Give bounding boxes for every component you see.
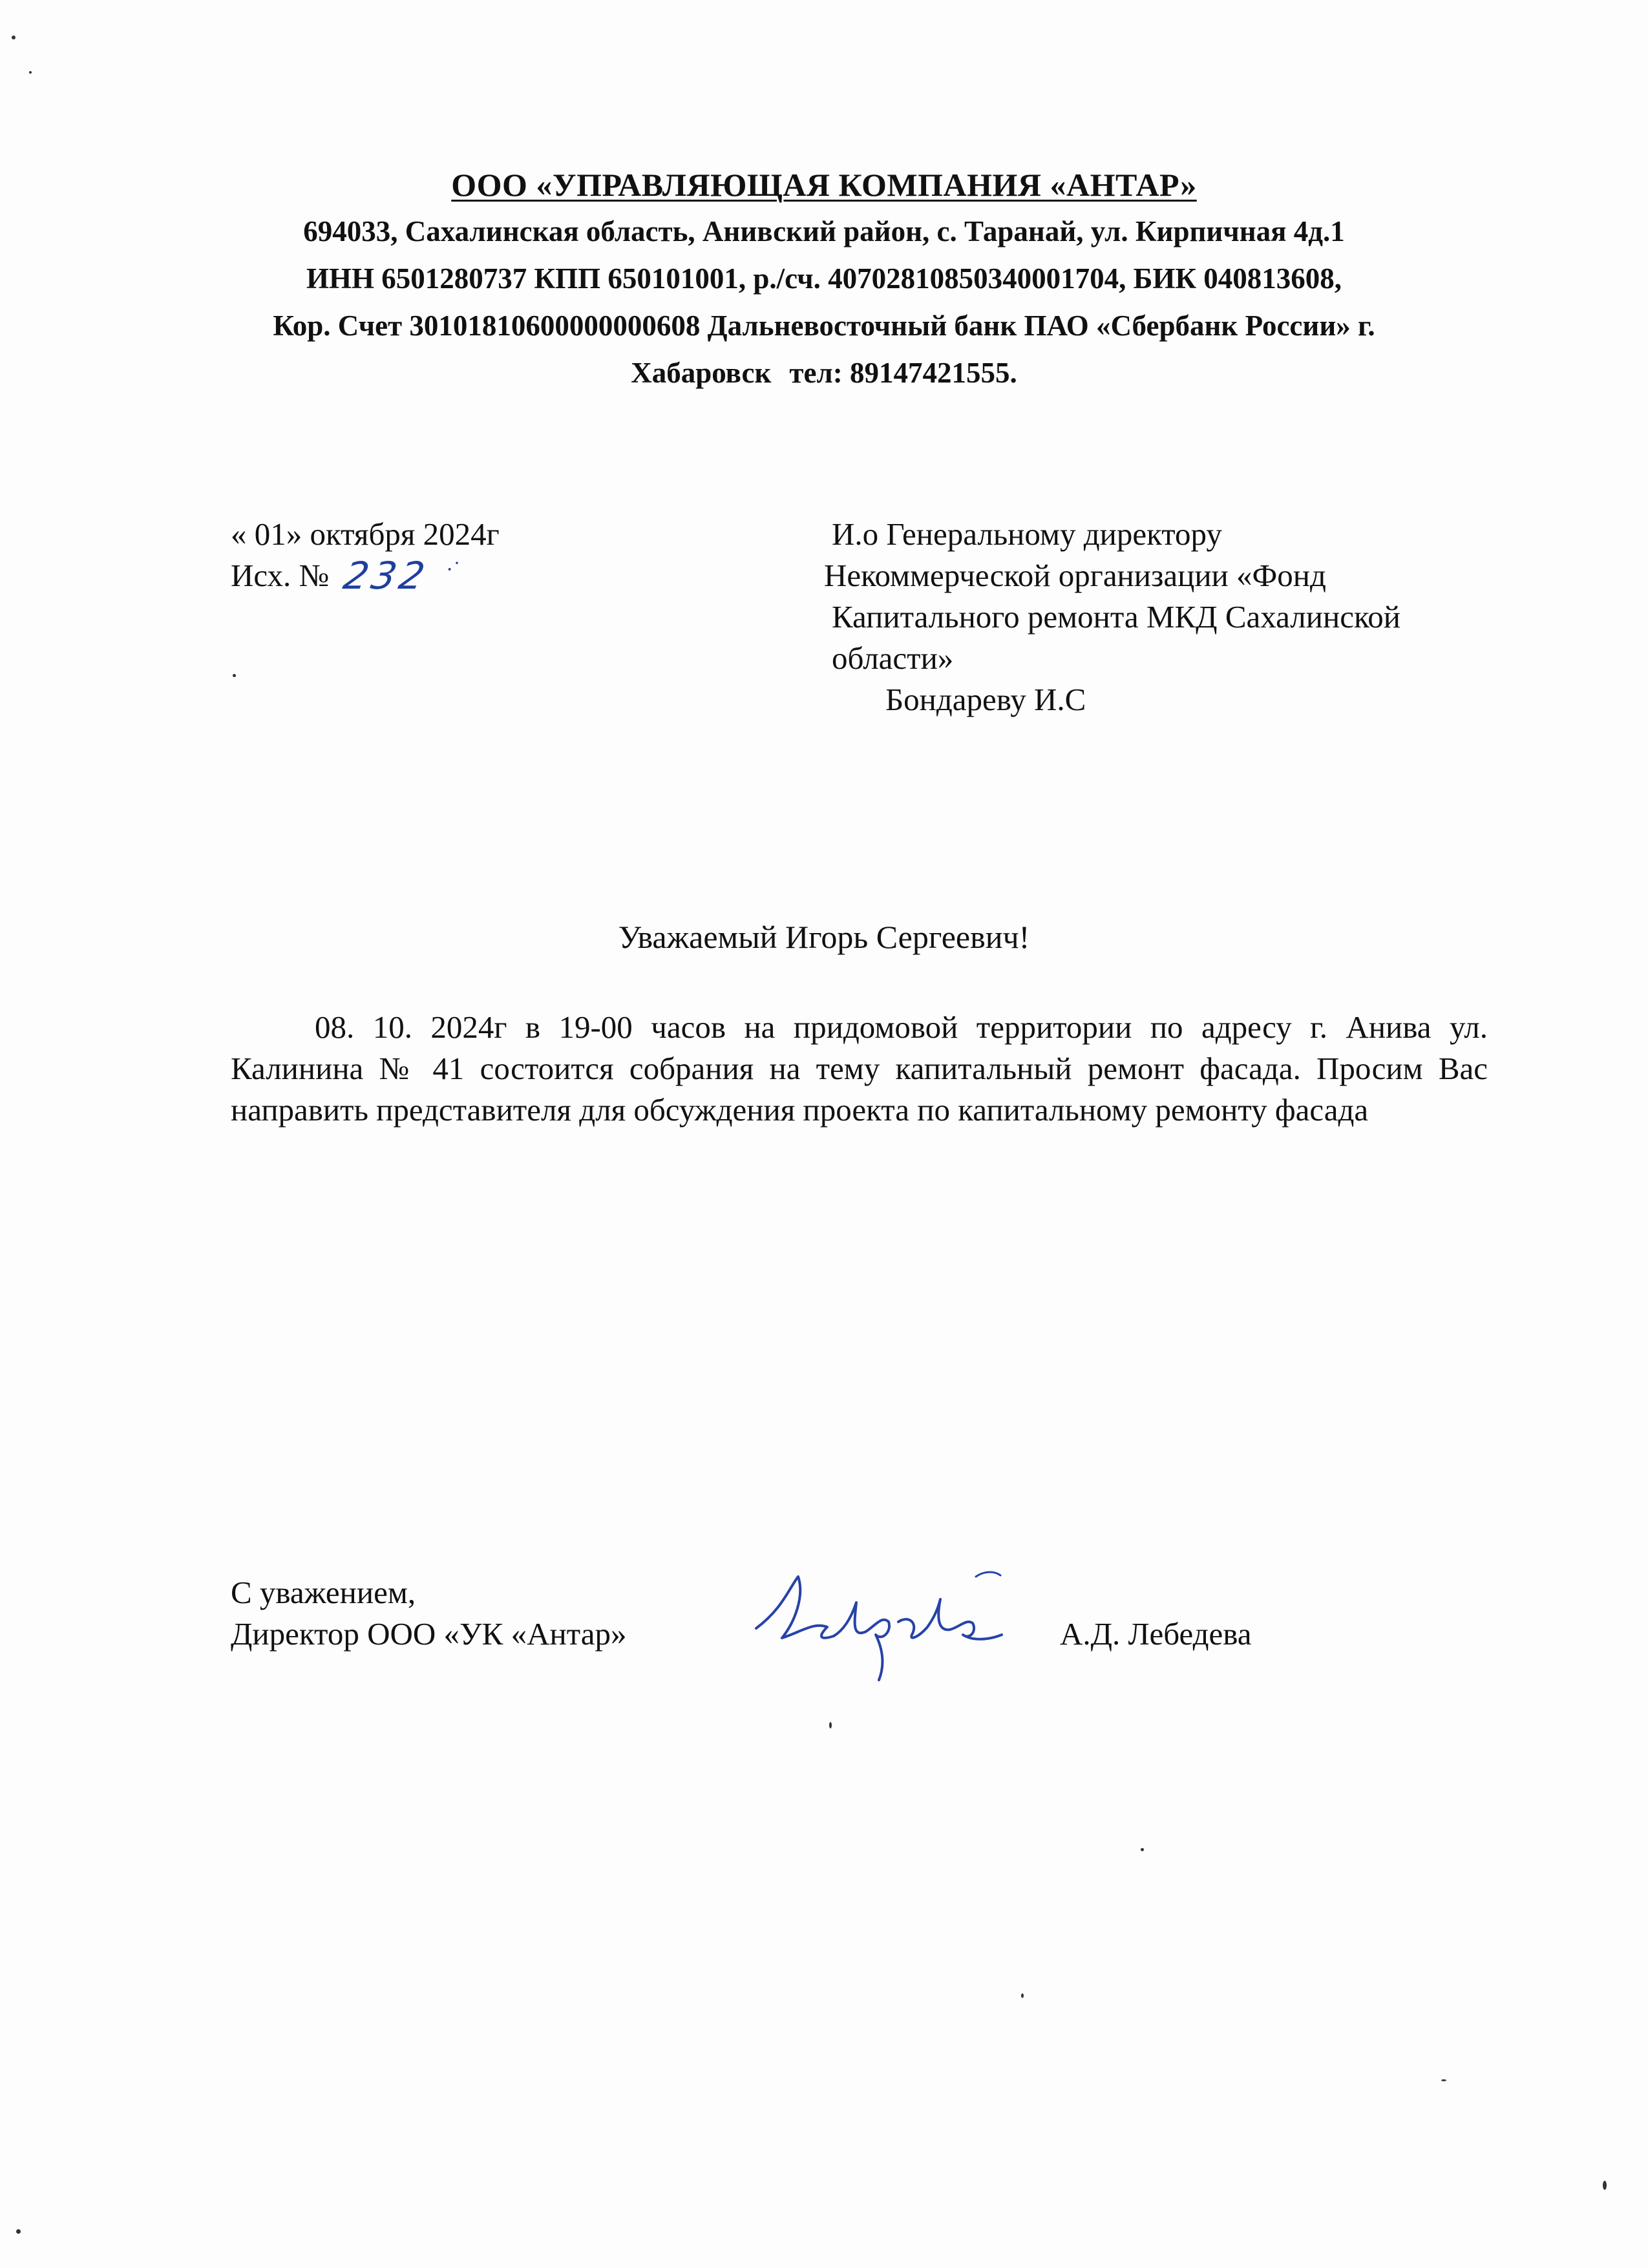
company-address: 694033, Сахалинская область, Анивский район, с. Таранай, ул. Кирпичная 4д.1 [303,215,1345,247]
company-requisites: ИНН 6501280737 КПП 650101001, р./сч. 40702810850340001704, БИК 040813608, [306,262,1342,295]
scan-speck [829,1722,832,1728]
signer-name: А.Д. Лебедева [1060,1616,1252,1652]
handwritten-signature [743,1551,1015,1693]
outgoing-number-label: Исх. № [231,558,330,593]
letterhead [162,162,1486,397]
company-city: Хабаровск [631,357,772,389]
scan-speck [1021,1993,1024,1998]
salutation: Уважаемый Игорь Сергеевич! [618,919,1030,955]
scan-speck [1141,1848,1144,1851]
company-city-phone [162,350,1486,397]
company-name: ООО «УПРАВЛЯЮЩАЯ КОМПАНИЯ «АНТАР» [451,167,1197,203]
addressee-block [824,514,1503,720]
ink-mark: ·˙ [445,558,461,582]
addressee-line-1: И.о Генеральному директору [832,516,1222,552]
outgoing-number-row [231,555,500,596]
scan-speck [12,36,16,39]
outgoing-number-handwritten: 232 [340,554,433,598]
company-bank-account: Кор. Счет 30101810600000000608 Дальневосточный банк ПАО «Сбербанк России» г. [273,310,1375,342]
scan-speck [1441,2079,1446,2081]
addressee-line-2: Некоммерческой организации «Фонд [824,558,1326,593]
scan-speck [1603,2181,1607,2190]
letter-body: 08. 10. 2024г в 19-00 часов на придомовой территории по адресу г. Анива ул. Калинина № 41 состоится собрания на тему капитальный ремонт фасада. Просим Вас направить представителя для обсуждения проекта по капитальному ремонту фасада [231,1009,1488,1128]
scan-speck [233,674,236,677]
closing-regards: С уважением, [231,1575,416,1610]
scan-speck [16,2229,21,2234]
company-phone: тел: 89147421555. [789,357,1017,389]
addressee-line-4: области» [832,640,954,676]
outgoing-date: « 01» октября 2024г [231,516,500,552]
signer-position: Директор ООО «УК «Антар» [231,1616,627,1652]
addressee-line-3: Капитального ремонта МКД Сахалинской [832,599,1400,635]
closing-block [231,1572,626,1655]
addressee-name: Бондареву И.С [885,682,1086,717]
scan-speck [29,71,32,74]
outgoing-block [231,514,500,596]
